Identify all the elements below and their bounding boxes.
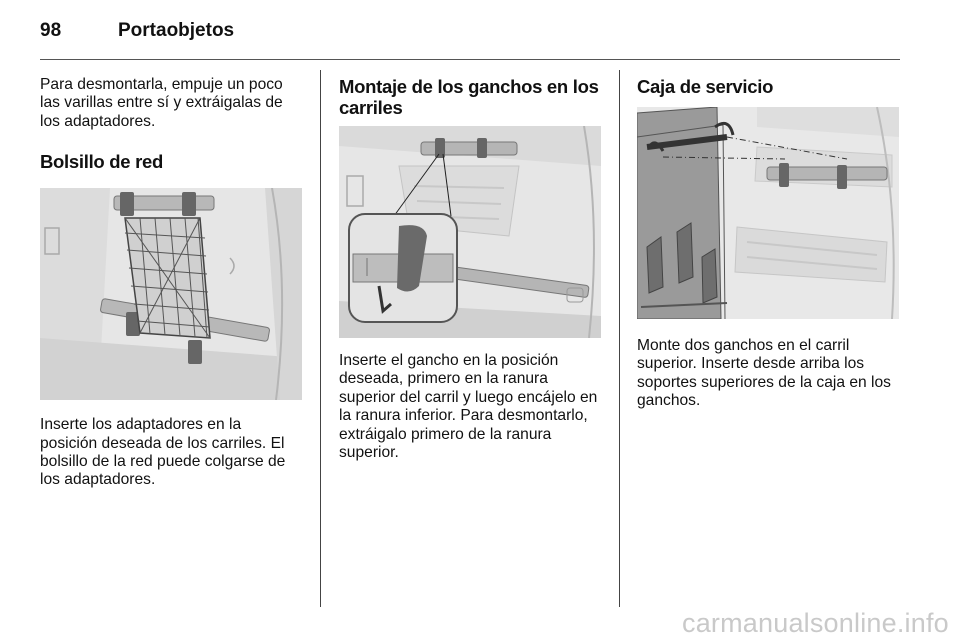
service-box-caption: Monte dos ganchos en el carril superior. Inserte desde arriba los soportes superiores de la caja en los ganchos. [637,337,891,410]
section-heading-hook-mounting: Montaje de los ganchos en los carriles [339,76,599,118]
chapter-title: Portaobjetos [118,20,235,41]
column-divider-1 [320,70,321,607]
intro-paragraph: Para desmontarla, empuje un poco las varillas entre sí y extráigalas de los adaptadores. [40,76,283,130]
column-divider-2 [619,70,620,607]
column-net-pocket [40,76,302,490]
page-header [40,18,900,48]
section-heading-net-pocket: Bolsillo de red [40,151,163,173]
watermark-text: carmanualsonline.info [682,608,949,638]
hook-mounting-caption: Inserte el gancho en la posición deseada, primero en la ranura superior del carril y luego encájelo en la ranura inferior. Para desmontarlo, extráigalo primero de la ranura superior. [339,352,598,462]
column-service-box [637,76,899,411]
service-box-illustration [637,107,899,319]
net-pocket-illustration [40,188,302,400]
section-heading-service-box: Caja de servicio [637,76,774,97]
hook-mounting-illustration [339,126,601,338]
column-hook-mounting [339,76,603,462]
net-pocket-caption: Inserte los adaptadores en la posición deseada de los carriles. El bolsillo de la red puede colgarse de los adaptadores. [40,416,286,489]
header-divider [40,59,900,60]
page-number: 98 [40,20,62,41]
